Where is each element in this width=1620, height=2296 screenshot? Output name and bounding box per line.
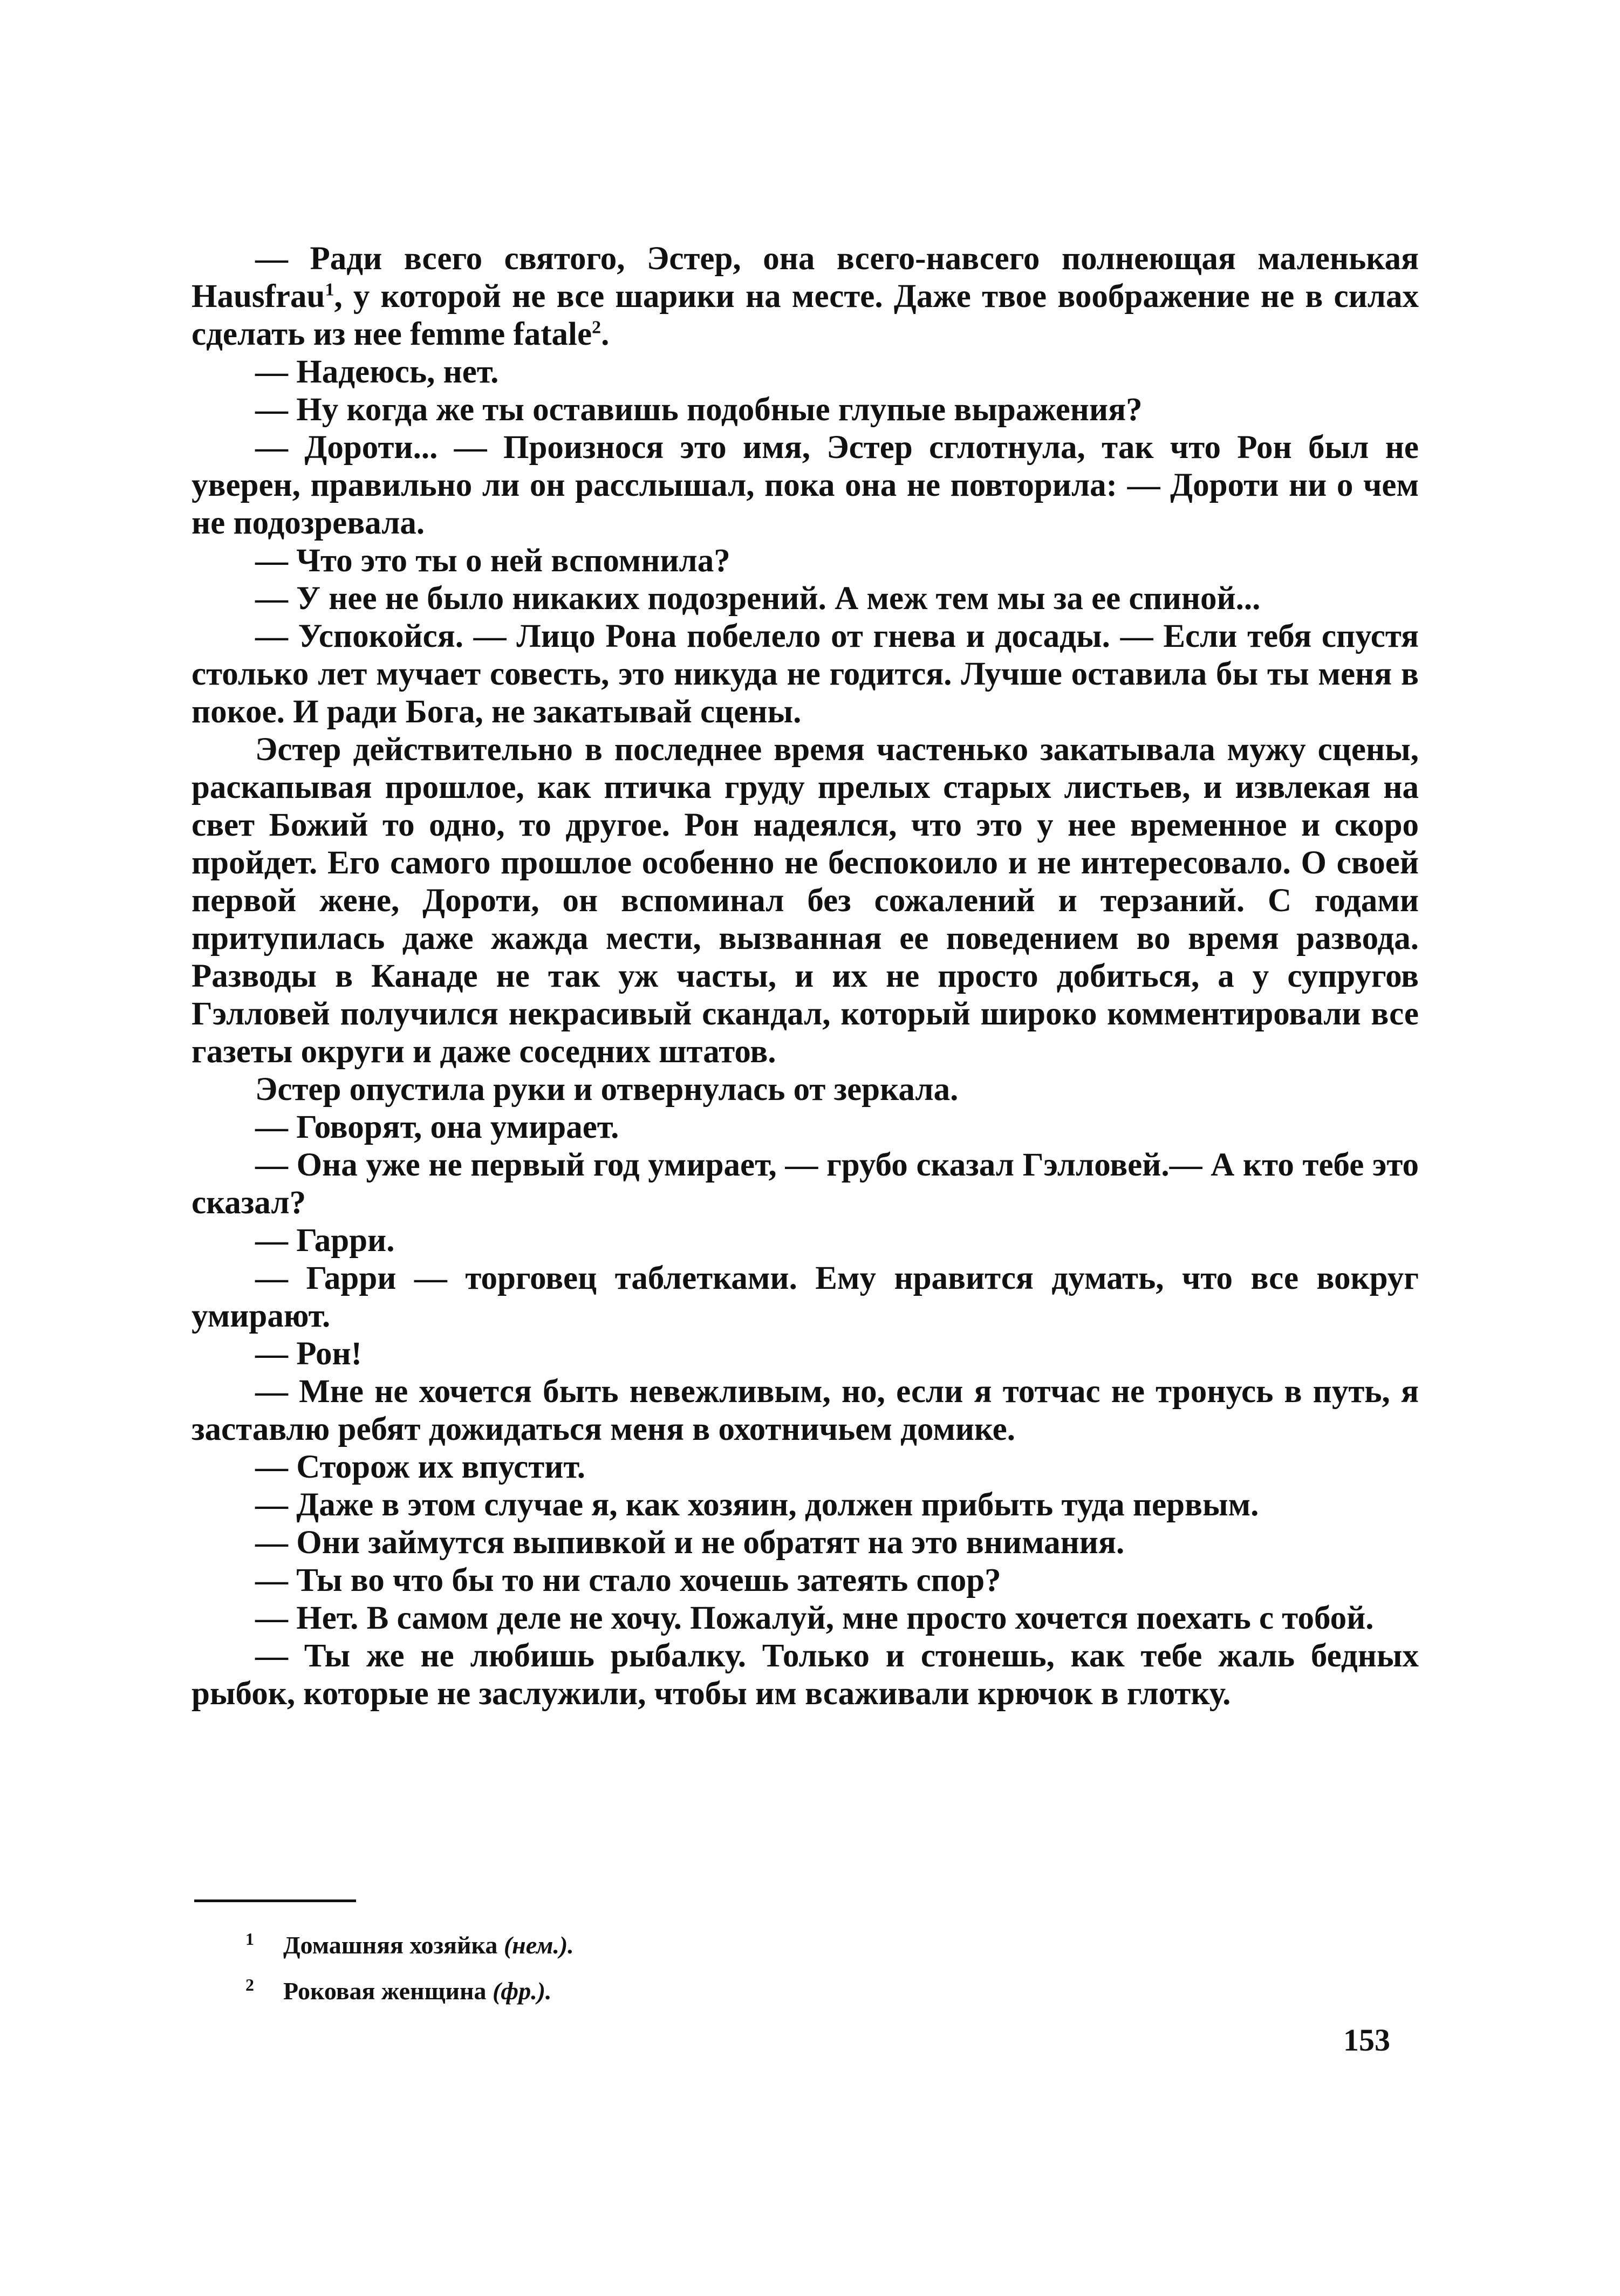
footnote-language-note: (фр.). bbox=[492, 1977, 552, 2005]
paragraph: — Даже в этом случае я, как хозяин, должен прибыть туда первым. bbox=[255, 1487, 1259, 1523]
paragraph-1-text-cont: , у которой не все шарики на месте. Даже твое воображение не в силах сделать из нее femme fatale bbox=[192, 278, 1419, 352]
paragraph: — Ну когда же ты оставишь подобные глупые выражения? bbox=[255, 392, 1143, 428]
footnote-text: Домашняя хозяйка bbox=[283, 1931, 504, 1959]
footnote-language-note: (нем.). bbox=[503, 1931, 574, 1959]
paragraph-1-text: — Ради всего святого, Эстер, она всего-навсего полнеющая маленькая Hausfrau bbox=[192, 241, 1419, 315]
paragraph-1-text-end: . bbox=[601, 316, 610, 352]
paragraph: — Гарри. bbox=[255, 1222, 395, 1259]
paragraph: — Что это ты о ней вспомнила? bbox=[255, 543, 730, 579]
paragraph: — У нее не было никаких подозрений. А меж тем мы за ее спиной... bbox=[255, 580, 1261, 617]
paragraph-1 bbox=[192, 240, 1419, 353]
footnote-divider bbox=[194, 1899, 356, 1902]
paragraph: — Рон! bbox=[255, 1336, 362, 1372]
paragraph: Эстер опустила руки и отвернулась от зеркала. bbox=[255, 1071, 959, 1108]
paragraph: — Успокойся. — Лицо Рона побелело от гнева и досады. — Если тебя спустя столько лет мучает совесть, это никуда не годится. Лучше оставила бы ты меня в покое. И ради Бога, не закатывай сцены. bbox=[192, 618, 1419, 730]
footnote-ref-1: 1 bbox=[325, 279, 334, 300]
footnotes bbox=[245, 1922, 1109, 2014]
page-number: 153 bbox=[1343, 2022, 1390, 2058]
footnote-2: 2 Роковая женщина (фр.). bbox=[245, 1974, 552, 2005]
paragraph: — Говорят, она умирает. bbox=[255, 1109, 619, 1145]
paragraph: — Она уже не первый год умирает, — грубо сказал Гэлловей.— А кто тебе это сказал? bbox=[192, 1147, 1419, 1221]
footnote-1: 1 Домашняя хозяйка (нем.). bbox=[245, 1929, 574, 1959]
paragraph: — Ты во что бы то ни стало хочешь затеять спор? bbox=[255, 1562, 1001, 1598]
paragraph: — Нет. В самом деле не хочу. Пожалуй, мне просто хочется поехать с тобой. bbox=[255, 1600, 1374, 1636]
paragraph: — Дороти... — Произнося это имя, Эстер сглотнула, так что Рон был не уверен, правильно ли он расслышал, пока она не повторила: — Дороти ни о чем не подозревала. bbox=[192, 429, 1419, 541]
paragraph: — Мне не хочется быть невежливым, но, если я тотчас не тронусь в путь, я заставлю ребят дожидаться меня в охотничьем домике. bbox=[192, 1374, 1419, 1447]
paragraph: — Ты же не любишь рыбалку. Только и стонешь, как тебе жаль бедных рыбок, которые не заслужили, чтобы им всаживали крючок в глотку. bbox=[192, 1638, 1419, 1712]
paragraph: — Сторож их впустит. bbox=[255, 1449, 585, 1485]
body-text bbox=[192, 240, 1419, 1713]
paragraph: — Они займутся выпивкой и не обратят на это внимания. bbox=[255, 1525, 1125, 1561]
footnote-text: Роковая женщина bbox=[283, 1977, 493, 2005]
paragraph: — Гарри — торговец таблетками. Ему нравится думать, что все вокруг умирают. bbox=[192, 1260, 1419, 1334]
paragraph: Эстер действительно в последнее время частенько закатывала мужу сцены, раскапывая прошлое, как птичка груду прелых старых листьев, и извлекая на свет Божий то одно, то другое. Рон надеялся, что это у нее временное и скоро пройдет. Его самого прошлое особенно не беспокоило и не интересовало. О своей первой жене, Дороти, он вспоминал без сожалений и терзаний. С годами притупилась даже жажда мести, вызванная ее поведением во время развода. Разводы в Канаде не так уж часты, и их не просто добиться, а у супругов Гэлловей получился некрасивый скандал, который широко комментировали все газеты округи и даже соседних штатов. bbox=[192, 732, 1419, 1070]
footnote-ref-2: 2 bbox=[592, 317, 601, 338]
paragraph: — Надеюсь, нет. bbox=[255, 354, 499, 390]
